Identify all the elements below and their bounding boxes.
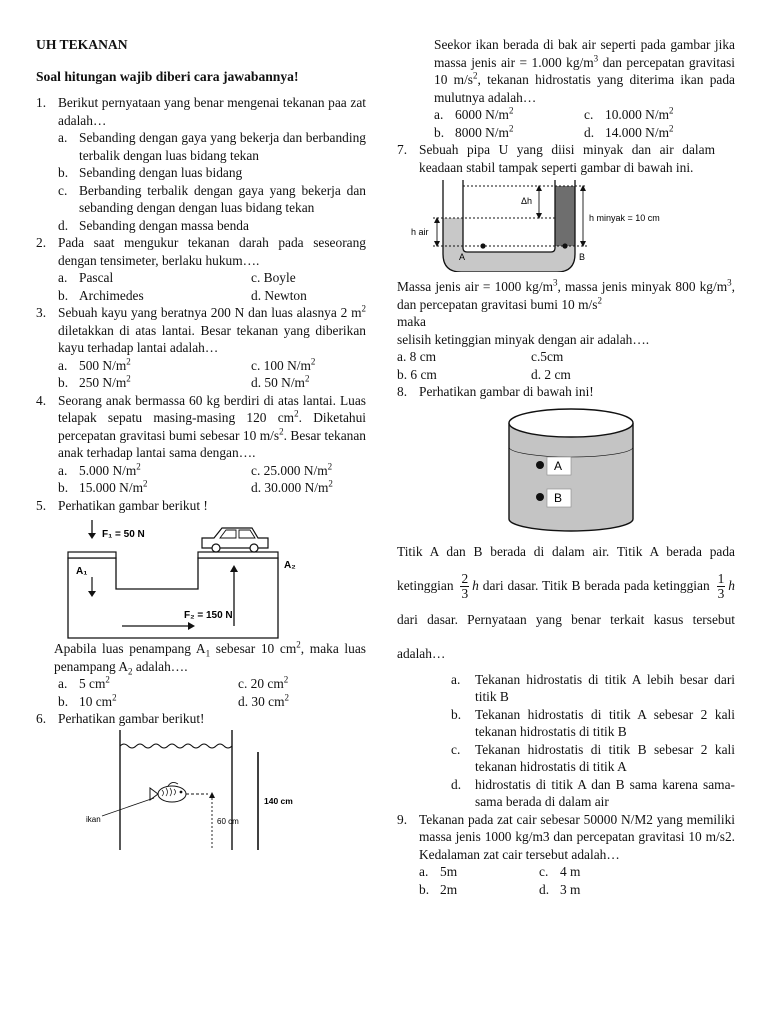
superscript: 2 <box>105 674 110 685</box>
denominator: 3 <box>461 585 469 601</box>
option-label: d. <box>531 366 542 382</box>
q5-option-a[interactable] <box>58 675 230 693</box>
option-label: c. <box>584 107 594 122</box>
option-value: 25.000 N/m <box>263 462 328 478</box>
superscript: 2 <box>126 373 131 384</box>
q6-option-d[interactable] <box>584 124 744 142</box>
option-value: 4 m <box>560 864 581 879</box>
option-label: c. <box>58 182 68 198</box>
question-1 <box>36 94 366 129</box>
question-text: Perhatikan gambar berikut! <box>58 711 205 726</box>
f2-arrowhead <box>230 565 238 572</box>
option-text: Tekanan hidrostatis di titik B sebesar 2 kali tekanan hidrostatis di titik A <box>475 741 735 774</box>
option-label: d. <box>451 776 462 792</box>
option-label: a. <box>58 270 68 285</box>
option-label: a. <box>58 357 68 373</box>
option-text: Tekanan hidrostatis di titik A sebesar 2 kali tekanan hidrostatis di titik B <box>475 706 735 739</box>
oil-column <box>555 186 575 246</box>
q3-option-b[interactable] <box>58 374 230 392</box>
superscript: 2 <box>508 123 514 134</box>
q2-option-b[interactable] <box>58 287 230 305</box>
q1-option-d[interactable] <box>36 217 366 235</box>
h-oil-label: h minyak = 10 cm <box>589 213 660 223</box>
point-b <box>536 493 544 501</box>
fish-tank-figure <box>36 728 366 852</box>
question-text: Berikut pernyataan yang benar mengenai tekanan paa zat adalah… <box>58 95 366 128</box>
question-3 <box>36 304 366 357</box>
hydraulic-press-diagram <box>36 514 366 640</box>
option-label: a. <box>451 671 461 687</box>
text: dan percepatan gravitasi 10 m/s <box>434 54 735 87</box>
option-label: d. <box>58 217 69 233</box>
q1-option-b[interactable] <box>36 164 366 182</box>
question-text: Sebuah kayu yang beratnya 200 N dan luas alasnya 2 m <box>58 305 362 320</box>
question-number: 8. <box>397 384 408 399</box>
label-a: A <box>459 252 466 262</box>
q6-options <box>397 106 735 141</box>
superscript: 2 <box>327 461 333 472</box>
f1-label: F₁ = 50 N <box>102 529 145 540</box>
q5-options <box>36 675 366 710</box>
q9-option-a[interactable] <box>419 863 539 881</box>
u-tube-figure <box>397 176 735 272</box>
option-label: a. <box>58 676 68 691</box>
q7-options <box>397 348 735 383</box>
q2-option-d[interactable] <box>230 287 390 305</box>
q3-option-d[interactable] <box>230 374 390 392</box>
option-text: Boyle <box>263 270 296 285</box>
q7-option-b[interactable] <box>397 366 531 384</box>
q8-option-a[interactable] <box>397 671 735 706</box>
superscript: 2 <box>112 692 117 703</box>
question-9 <box>397 811 735 864</box>
q8-option-b[interactable] <box>397 706 735 741</box>
option-value: 3 m <box>560 881 581 897</box>
label-a: A <box>554 458 563 473</box>
option-label: b. <box>451 706 462 722</box>
q2-options <box>36 269 366 304</box>
question-text: Perhatikan gambar berikut ! <box>58 497 208 513</box>
fish-tank-diagram <box>36 728 366 852</box>
option-label: a. <box>419 864 429 879</box>
option-value: 2m <box>440 881 458 897</box>
text: , tekanan hidrostatis yang diterima ikan pada mulutnya adalah… <box>434 72 735 105</box>
q7-option-a[interactable] <box>397 348 531 366</box>
option-label: a. <box>58 130 68 145</box>
option-text: Sebanding dengan luas bidang <box>79 165 243 180</box>
option-label: a. <box>58 462 68 478</box>
text: selisih ketinggian minyak dengan air adalah…. <box>397 331 650 347</box>
option-label: c. <box>251 357 261 373</box>
cylinder-body <box>509 423 633 531</box>
subscript: 1 <box>205 648 211 659</box>
option-value: 2 cm <box>544 366 571 382</box>
piston-a2 <box>198 552 278 558</box>
option-label: d. <box>539 881 550 897</box>
text: adalah…. <box>132 658 188 674</box>
label-b: B <box>554 490 563 505</box>
option-label: d. <box>251 287 262 303</box>
option-label: b. <box>58 480 69 495</box>
question-6 <box>36 710 366 728</box>
q6-option-c[interactable] <box>584 106 744 124</box>
q7-option-d[interactable] <box>531 366 691 384</box>
option-label: b. <box>58 287 69 303</box>
question-number: 3. <box>36 305 47 320</box>
option-value: 5m <box>440 864 458 879</box>
q5-option-d[interactable] <box>230 693 390 711</box>
question-number: 1. <box>36 95 47 110</box>
superscript: 2 <box>283 674 289 685</box>
option-label: d. <box>584 124 595 140</box>
q1-option-a[interactable] <box>36 129 366 164</box>
option-value: 8000 N/m <box>455 124 509 140</box>
superscript: 2 <box>508 105 514 116</box>
superscript: 2 <box>328 478 333 489</box>
right-column <box>397 36 735 898</box>
option-label: b. <box>58 165 69 180</box>
option-value: 5 cm <box>79 676 106 691</box>
option-text: Pascal <box>79 270 114 285</box>
q4-option-b[interactable] <box>58 479 230 497</box>
option-value: 8 cm <box>409 349 437 364</box>
option-label: b. <box>58 693 69 709</box>
hydraulic-press-figure <box>36 514 366 640</box>
option-value: 100 N/m <box>263 357 311 373</box>
q9-options <box>397 863 735 898</box>
option-value: 6 cm <box>410 366 437 382</box>
option-text: Berbanding terbalik dengan gaya yang bekerja dan sebanding dengan dengan luas bidang tekan <box>79 182 366 215</box>
text: maka <box>397 314 426 329</box>
q3-option-c[interactable] <box>230 357 390 375</box>
text: , massa jenis minyak 800 kg/m <box>557 279 728 294</box>
option-text: Archimedes <box>79 287 144 303</box>
variable-h: h <box>472 577 479 593</box>
denominator: 3 <box>717 585 725 601</box>
superscript: 3 <box>727 277 732 288</box>
h-air-label: h air <box>411 227 429 237</box>
option-label: a. <box>434 107 444 122</box>
subscript: 2 <box>128 666 133 677</box>
q4-option-d[interactable] <box>230 479 390 497</box>
point-a <box>536 461 544 469</box>
superscript: 2 <box>284 692 290 703</box>
question-text: Perhatikan gambar di bawah ini! <box>419 384 594 399</box>
option-text: Sebanding dengan massa benda <box>79 217 249 233</box>
option-value: 5.000 N/m <box>79 462 137 478</box>
option-label: c. <box>451 741 461 757</box>
q6-option-a[interactable] <box>434 106 584 124</box>
q4-options <box>36 462 366 497</box>
q5-option-c[interactable] <box>230 675 390 693</box>
depth-total-label: 140 cm <box>264 795 293 806</box>
question-text: . Besar tekanan anak terhadap lantai sama dengan…. <box>58 427 366 460</box>
q2-option-c[interactable] <box>230 269 390 287</box>
option-label: a. <box>397 349 407 364</box>
q2-option-a[interactable] <box>58 269 230 287</box>
superscript: 2 <box>304 373 310 384</box>
option-text: Sebanding dengan gaya yang bekerja dan berbanding terbalik dengan luas bidang tekan <box>79 130 366 163</box>
q9-option-c[interactable] <box>539 863 699 881</box>
depth-fish-label: 60 cm <box>217 816 239 826</box>
q6-option-b[interactable] <box>434 124 584 142</box>
question-number: 7. <box>397 142 408 157</box>
question-8 <box>397 383 735 401</box>
q5-text <box>36 640 366 675</box>
question-7 <box>397 141 735 176</box>
question-4 <box>36 392 366 462</box>
fraction-two-thirds <box>460 572 469 601</box>
point-a <box>480 243 485 248</box>
question-text: Tekanan pada zat cair sebesar 50000 N/M2 yang memiliki massa jenis 1000 kg/m3 dan percepatan gravitasi 10 m/s2. Kedalaman zat cair tersebut adalah… <box>419 811 735 862</box>
option-label: b. <box>419 881 430 897</box>
question-text: . Diketahui percepatan gravitasi bumi sebesar 10 m/s <box>58 410 367 443</box>
question-5 <box>36 497 366 515</box>
superscript: 2 <box>310 356 316 367</box>
option-value: 30.000 N/m <box>264 480 329 495</box>
q6-text <box>397 36 735 106</box>
variable-h: h <box>728 577 735 593</box>
fraction-one-third <box>717 572 726 601</box>
q7-option-c[interactable] <box>531 348 691 366</box>
option-value: 20 cm <box>250 676 284 691</box>
superscript: 2 <box>126 356 131 367</box>
text: dari dasar. Titik B berada pada ketinggian <box>482 577 710 593</box>
option-text: hidrostatis di titik A dan B sama karena sama-sama berada di dalam air <box>475 776 735 809</box>
superscript: 3 <box>593 53 599 64</box>
a1-arrowhead <box>88 591 96 597</box>
page-title: UH TEKANAN <box>36 37 128 52</box>
fish-pointer <box>102 798 154 816</box>
question-text: diletakkan di atas lantai. Besar tekanan yang diberikan kayu terhadap lantai adalah… <box>58 322 366 355</box>
q9-option-b[interactable] <box>419 881 539 899</box>
option-label: c. <box>531 349 541 364</box>
option-value: 30 cm <box>251 693 285 709</box>
option-label: b. <box>434 124 445 140</box>
question-number: 9. <box>397 811 408 827</box>
option-value: 15.000 N/m <box>79 480 143 495</box>
left-column <box>36 36 366 852</box>
superscript: 2 <box>142 478 148 489</box>
text: Seekor ikan berada di bak air seperti pada gambar jika massa jenis air = 1.000 kg/m <box>434 37 735 70</box>
fish-icon <box>150 782 186 802</box>
q1-option-c[interactable] <box>36 182 366 217</box>
question-text: Seorang anak bermassa 60 kg berdiri di atas lantai. Luas telapak sepatu masing-masing 120 cm <box>58 392 366 425</box>
q8-option-c[interactable] <box>397 741 735 776</box>
text: Massa jenis air = 1000 kg/m <box>397 279 553 294</box>
question-2 <box>36 234 366 269</box>
flow-arrowhead <box>188 622 195 630</box>
option-value: 500 N/m <box>79 357 127 373</box>
page-subtitle: Soal hitungan wajib diberi cara jawabannya! <box>36 68 299 84</box>
option-label: c. <box>539 864 549 879</box>
option-value: 250 N/m <box>79 375 127 390</box>
q3-options <box>36 357 366 392</box>
q4-option-a[interactable] <box>58 462 230 480</box>
f1-arrowhead <box>88 533 96 539</box>
dh-label: Δh <box>521 196 533 206</box>
text: Titik A dan B berada di dalam air. Titik A berada pada ketinggian <box>397 543 735 593</box>
question-text: Pada saat mengukur tekanan darah pada seseorang dengan tensimeter, berlaku hukum…. <box>58 235 366 268</box>
option-label: b. <box>397 366 408 382</box>
superscript: 2 <box>294 408 299 419</box>
superscript: 2 <box>668 105 674 116</box>
a2-label: A₂ <box>284 560 296 571</box>
option-label: b. <box>58 375 69 390</box>
f2-label: F₂ = 150 N <box>184 610 233 621</box>
option-text: Tekanan hidrostatis di titik A lebih besar dari titik B <box>475 671 735 704</box>
option-text: Newton <box>264 287 307 303</box>
option-label: c. <box>251 270 261 285</box>
car-icon <box>202 528 268 552</box>
q4-option-c[interactable] <box>230 462 390 480</box>
text: , maka luas penampang A <box>54 641 367 674</box>
option-label: d. <box>238 693 249 709</box>
a1-label: A₁ <box>76 566 88 577</box>
superscript: 3 <box>553 277 558 288</box>
option-value: 10 cm <box>79 693 113 709</box>
q3-option-a[interactable] <box>58 357 230 375</box>
piston-a1 <box>68 552 116 558</box>
option-label: c. <box>251 462 261 478</box>
option-value: 10.000 N/m <box>605 107 669 122</box>
cylinder-top <box>509 409 633 437</box>
label-b: B <box>579 252 586 262</box>
water-surface <box>120 744 232 748</box>
superscript: 2 <box>296 639 301 650</box>
option-label: d. <box>251 375 262 390</box>
superscript: 2 <box>361 303 366 314</box>
text: dari dasar. Pernyataan yang benar terkait kasus tersebut adalah… <box>397 611 735 661</box>
q9-option-d[interactable] <box>539 881 699 899</box>
cylinder-figure <box>397 401 735 539</box>
q8-text <box>397 535 735 671</box>
superscript: 2 <box>668 123 674 134</box>
option-label: d. <box>251 480 262 495</box>
superscript: 2 <box>473 70 478 81</box>
question-number: 6. <box>36 711 47 726</box>
cylinder-diagram <box>397 401 735 539</box>
numerator: 1 <box>717 570 725 586</box>
question-text: Sebuah pipa U yang diisi minyak dan air dalam keadaan stabil tampak seperti gambar di bawah ini. <box>419 142 715 175</box>
q8-option-d[interactable] <box>397 776 735 811</box>
option-value: 14.000 N/m <box>605 124 669 140</box>
option-value: 50 N/m <box>264 375 305 390</box>
superscript: 2 <box>279 426 284 437</box>
text: sebesar 10 cm <box>210 641 297 656</box>
option-value: 6000 N/m <box>455 107 509 122</box>
question-number: 4. <box>36 392 47 408</box>
question-number: 5. <box>36 497 47 513</box>
fish-label: ikan <box>86 814 101 824</box>
q7-text <box>397 278 735 348</box>
u-tube-diagram <box>397 176 735 272</box>
option-label: c. <box>238 676 248 691</box>
point-b <box>562 243 567 248</box>
text: , dan percepatan gravitasi bumi 10 m/s <box>397 279 735 312</box>
text: Apabila luas penampang A <box>54 641 206 656</box>
option-value: 5cm <box>540 349 564 364</box>
superscript: 2 <box>597 295 602 306</box>
question-number: 2. <box>36 235 47 250</box>
depth-60-arrowhead <box>209 792 215 798</box>
q5-option-b[interactable] <box>58 693 230 711</box>
numerator: 2 <box>461 570 469 586</box>
superscript: 2 <box>136 461 141 472</box>
